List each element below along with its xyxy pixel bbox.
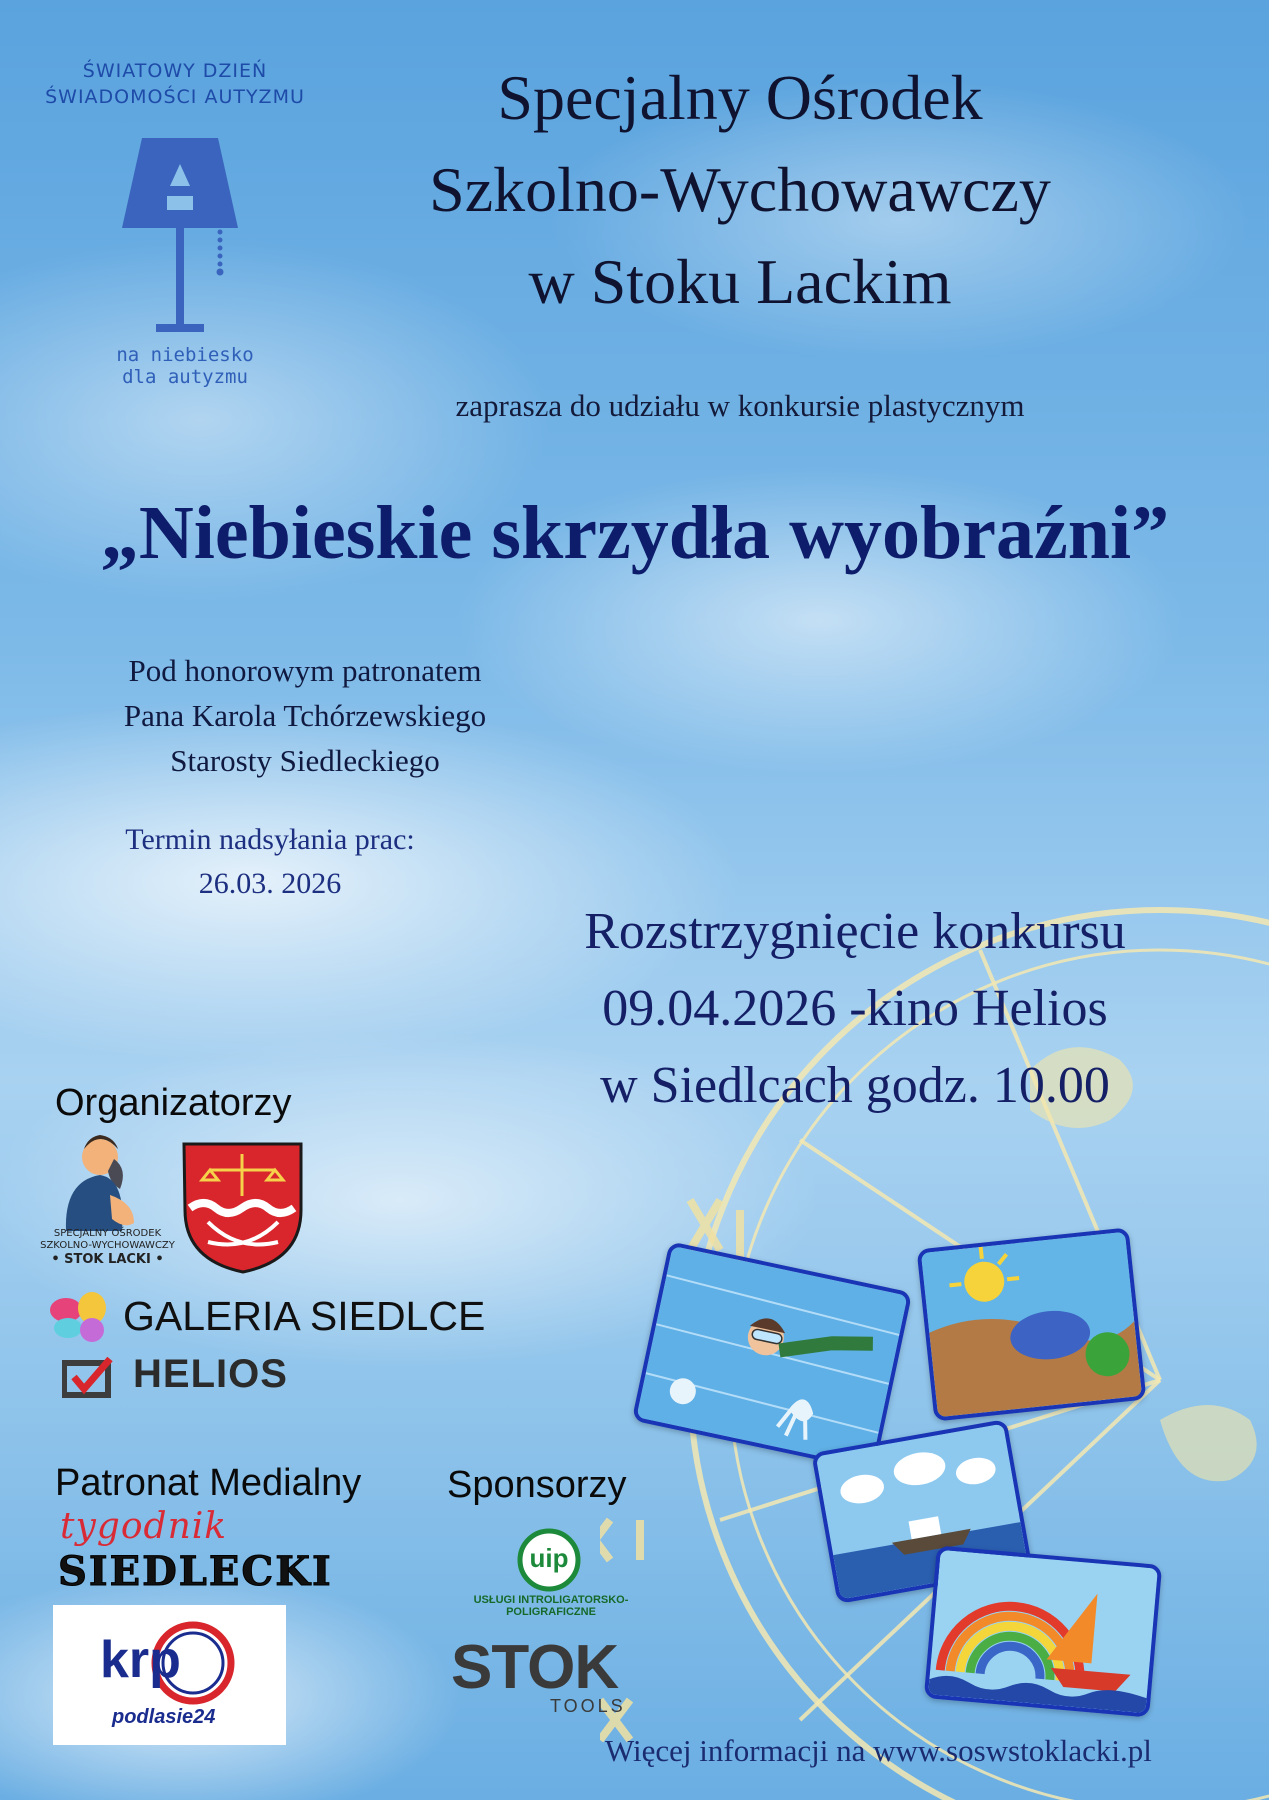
school-logo-caption-3: • STOK LACKI • — [51, 1252, 164, 1267]
submission-deadline — [60, 818, 480, 906]
contest-title: „Niebieskie skrzydła wyobraźni” — [100, 491, 1170, 575]
stok-tools-logo: STOK — [451, 1633, 619, 1702]
tygodnik-logo-top: tygodnik — [60, 1506, 228, 1547]
coat-of-arms-icon — [180, 1140, 305, 1275]
stok-tools-subtitle: TOOLS — [550, 1696, 626, 1716]
letter-a-lamp-icon — [120, 138, 240, 338]
deadline-label: Termin nadsyłania prac: — [125, 823, 415, 856]
school-title-line-1: Specjalny Ośrodek — [497, 62, 983, 133]
helios-logo: HELIOS — [133, 1352, 288, 1396]
patronage-line-3: Starosty Siedleckiego — [170, 743, 440, 778]
invite-text: zaprasza do udziału w konkursie plastycznym — [455, 388, 1025, 423]
school-logo-caption-2: SZKOLNO-WYCHOWAWCZY — [40, 1240, 175, 1251]
school-title-line-3: w Stoku Lackim — [528, 246, 952, 317]
uip-caption: USŁUGI INTROLIGATORSKO-POLIGRAFICZNE — [473, 1594, 629, 1618]
sponsors-label: Sponsorzy — [447, 1464, 627, 1506]
awareness-line-1: ŚWIATOWY DZIEŃ — [82, 60, 268, 82]
awareness-line-2: ŚWIADOMOŚCI AUTYZMU — [45, 86, 305, 108]
contest-result-info — [500, 893, 1210, 1124]
artwork-rainbow-boat — [924, 1545, 1162, 1717]
patronage-line-1: Pod honorowym patronatem — [128, 653, 482, 688]
school-logo-caption — [40, 1228, 175, 1266]
patronage-line-2: Pana Karola Tchórzewskiego — [123, 698, 487, 733]
awareness-day-heading — [40, 58, 310, 110]
podlasie24-logo-text: podlasie24 — [112, 1706, 216, 1728]
honorary-patronage — [40, 648, 570, 783]
deadline-date: 26.03. 2026 — [198, 867, 342, 900]
awareness-slogan-line-1: na niebiesko — [116, 344, 254, 366]
artwork-sun-car — [917, 1227, 1147, 1421]
school-title — [340, 52, 1140, 328]
more-info-link[interactable]: Więcej informacji na www.soswstoklacki.pl — [605, 1733, 1152, 1768]
school-logo-caption-1: SPECJALNY OŚRODEK — [53, 1228, 162, 1239]
uip-logo-text: uip — [529, 1543, 569, 1573]
result-line-1: Rozstrzygnięcie konkursu — [584, 903, 1126, 960]
organizers-label: Organizatorzy — [55, 1082, 292, 1124]
krp-logo-text: krp — [100, 1631, 181, 1689]
school-title-line-2: Szkolno-Wychowawczy — [429, 154, 1051, 225]
result-line-2: 09.04.2026 -kino Helios — [602, 980, 1108, 1037]
result-line-3: w Siedlcach godz. 10.00 — [600, 1057, 1110, 1114]
awareness-slogan — [70, 344, 300, 388]
tygodnik-logo-bottom: SIEDLECKI — [58, 1548, 333, 1595]
awareness-slogan-line-2: dla autyzmu — [122, 366, 248, 388]
media-patronage-label: Patronat Medialny — [55, 1462, 362, 1504]
galeria-siedlce-logo: GALERIA SIEDLCE — [123, 1293, 486, 1339]
